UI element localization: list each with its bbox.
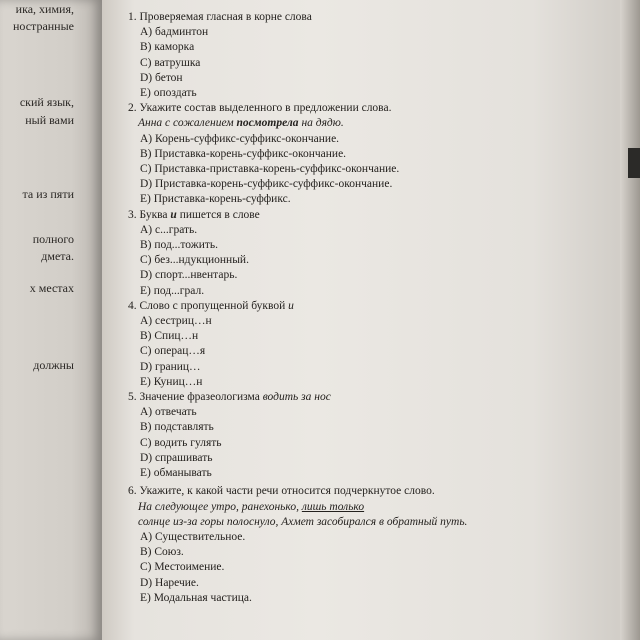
answer-option: A) с...грать. bbox=[140, 223, 198, 236]
answer-option: A) Существительное. bbox=[140, 530, 246, 543]
answer-option: D) границ… bbox=[140, 360, 201, 373]
left-text-fragment: ика, химия, bbox=[15, 2, 74, 16]
answer-option: E) опоздать bbox=[140, 87, 197, 100]
question-5 bbox=[128, 390, 578, 481]
answer-option: B) каморка bbox=[140, 41, 195, 54]
answer-option: E) обманывать bbox=[140, 467, 212, 480]
answer-option: D) спрашивать bbox=[140, 451, 213, 464]
answer-option: C) операц…я bbox=[140, 345, 206, 358]
question-title bbox=[128, 390, 578, 405]
bookmark-tab bbox=[628, 148, 640, 178]
left-text-fragment: ский язык, bbox=[19, 95, 74, 109]
example-text: Анна с сожалением bbox=[138, 117, 237, 130]
page-edge bbox=[620, 0, 640, 640]
answer-option: D) Приставка-корень-суффикс-суффикс-окончание. bbox=[140, 178, 393, 191]
title-text: 5. Значение фразеологизма bbox=[128, 391, 263, 404]
left-text-fragment: ный вами bbox=[25, 113, 74, 127]
answer-option: A) сестриц…н bbox=[140, 315, 212, 328]
question-4 bbox=[128, 299, 578, 390]
question-6 bbox=[128, 484, 578, 606]
answer-option: B) Союз. bbox=[140, 546, 184, 559]
left-text-fragment: дмета. bbox=[41, 249, 74, 263]
question-title: 2. Укажите состав выделенного в предложении слова. bbox=[128, 102, 392, 115]
title-text: пишется в слове bbox=[176, 208, 260, 221]
left-text-fragment: х местах bbox=[29, 281, 74, 295]
question-3 bbox=[128, 208, 578, 299]
question-2 bbox=[128, 101, 578, 207]
title-text: 4. Слово с пропущенной буквой bbox=[128, 299, 289, 312]
answer-option: E) Куниц…н bbox=[140, 375, 203, 388]
highlighted-word: посмотрела bbox=[236, 117, 299, 130]
answer-option: C) Приставка-приставка-корень-суффикс-окончание. bbox=[140, 163, 400, 176]
question-1 bbox=[128, 10, 578, 101]
answer-option: C) водить гулять bbox=[140, 436, 222, 449]
title-text: 3. Буква bbox=[128, 208, 171, 221]
left-page bbox=[0, 0, 102, 640]
answer-option: B) Спиц…н bbox=[140, 330, 199, 343]
example-sentence: солнце из-за горы полоснуло, Ахмет засобирался в обратный путь. bbox=[138, 515, 468, 528]
answer-option: D) бетон bbox=[140, 71, 183, 84]
answer-option: A) отвечать bbox=[140, 406, 197, 419]
answer-option: B) подставлять bbox=[140, 421, 214, 434]
left-text-fragment: ностранные bbox=[13, 19, 74, 33]
answer-option: B) под...тожить. bbox=[140, 239, 219, 252]
answer-option: E) под...грал. bbox=[140, 284, 205, 297]
left-text-fragment: должны bbox=[33, 358, 74, 372]
answer-option: C) ватрушка bbox=[140, 56, 201, 69]
left-text-fragment: та из пяти bbox=[22, 187, 74, 201]
answer-option: D) Наречие. bbox=[140, 576, 199, 589]
answer-option: C) Местоимение. bbox=[140, 561, 225, 574]
answer-option: A) Корень-суффикс-суффикс-окончание. bbox=[140, 132, 340, 145]
question-list bbox=[128, 10, 578, 606]
example-sentence bbox=[128, 116, 578, 131]
question-title: 1. Проверяемая гласная в корне слова bbox=[128, 11, 312, 23]
question-title: 6. Укажите, к какой части речи относится подчеркнутое слово. bbox=[128, 485, 435, 498]
example-text: на дядю. bbox=[298, 117, 344, 130]
title-letter: и bbox=[170, 208, 177, 221]
answer-option: B) Приставка-корень-суффикс-окончание. bbox=[140, 147, 347, 160]
answer-option: E) Приставка-корень-суффикс. bbox=[140, 193, 291, 206]
title-letter: и bbox=[288, 299, 294, 312]
answer-option: E) Модальная частица. bbox=[140, 591, 252, 604]
example-text: На следующее утро, ранехонько, bbox=[138, 500, 302, 513]
left-text-fragment: полного bbox=[32, 232, 74, 246]
idiom-text: водить за нос bbox=[262, 391, 331, 404]
answer-option: C) без...ндукционный. bbox=[140, 254, 249, 267]
question-title bbox=[128, 208, 578, 223]
answer-option: A) бадминтон bbox=[140, 26, 209, 39]
answer-option: D) спорт...нвентарь. bbox=[140, 269, 238, 282]
underlined-word: лишь только bbox=[301, 500, 365, 513]
example-sentence bbox=[128, 500, 578, 515]
question-title bbox=[128, 299, 578, 314]
